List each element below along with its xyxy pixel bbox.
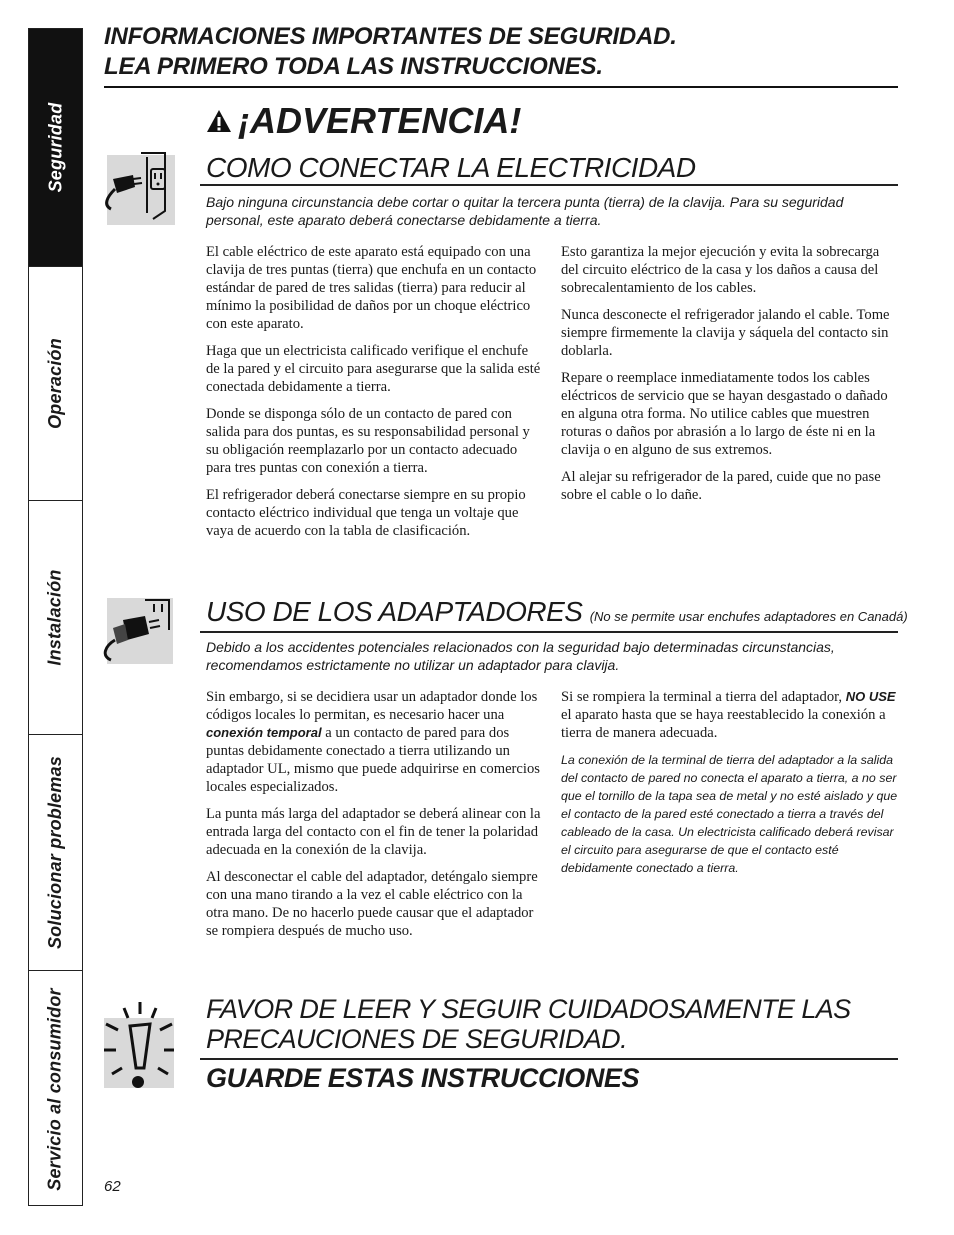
section-sidebar	[28, 28, 83, 1206]
section2-right-column	[561, 688, 901, 886]
header-line-1: INFORMACIONES IMPORTANTES DE SEGURIDAD.	[104, 23, 677, 50]
tab-instalacion[interactable]: Instalación	[29, 501, 82, 735]
adapter-plug-icon	[107, 598, 173, 664]
plug-outlet-icon	[107, 155, 175, 225]
grounding-note: La conexión de la terminal de tierra del adaptador a la salida del contacto de pared no conecta el aparato a tierra, a no ser que el tornillo de la tapa sea de metal y no esté aislado y que el contacto de la pared esté conectado a tierra a través del cableado de la casa. Un electricista calificado deberá revisar el circuito para asegurarse de que el contacto esté debidamente conectado a tierra.	[561, 753, 898, 875]
section2-title	[206, 596, 908, 628]
warning-text: ¡ADVERTENCIA!	[238, 100, 522, 141]
header-divider	[104, 86, 898, 88]
paragraph: Nunca desconecte el refrigerador jalando el cable. Tome siempre firmemente la clavija y sáquela del contacto sin doblarla.	[561, 307, 890, 359]
tab-operacion[interactable]: Operación	[29, 267, 82, 501]
section1-left-column	[206, 243, 544, 549]
page-number: 62	[104, 1178, 121, 1195]
page-header	[104, 22, 898, 82]
warning-triangle-icon	[206, 109, 232, 133]
section1-lead: Bajo ninguna circunstancia debe cortar o quitar la tercera punta (tierra) de la clavija. Para su seguridad personal, este aparato deberá conectarse debidamente a tierra.	[206, 194, 844, 228]
section1-divider	[200, 184, 898, 186]
save-instructions-heading: GUARDE ESTAS INSTRUCCIONES	[206, 1063, 640, 1093]
exclamation-caution-icon	[104, 1018, 174, 1088]
paragraph: Esto garantiza la mejor ejecución y evita la sobrecarga del circuito eléctrico de la casa y los daños a causa del sobrecalentamiento de los cables.	[561, 244, 880, 296]
section2-lead: Debido a los accidentes potenciales relacionados con la seguridad bajo determinadas circunstancias, recomendamos estrictamente no utilizar un adaptador para clavija.	[206, 639, 835, 673]
paragraph: Donde se disponga sólo de un contacto de pared con salida para dos puntas, es su responsabilidad personal y su obligación reemplazarlo por un contacto adecuado para tres puntas con conexión a tierra.	[206, 406, 530, 476]
section1-right-column	[561, 243, 899, 513]
warning-title	[206, 100, 521, 142]
conexion-temporal-emphasis: conexión temporal	[206, 725, 322, 740]
paragraph: Haga que un electricista calificado verifique el enchufe de la pared y el circuito para asegurarse que la salida esté conectada debidamente a tierra.	[206, 343, 541, 395]
paragraph: Al desconectar el cable del adaptador, deténgalo siempre con una mano tirando a la vez el cable eléctrico con la otra mano. De no hacerlo puede causar que el adaptador se rompiera después de mucho uso.	[206, 869, 538, 939]
paragraph: La punta más larga del adaptador se deberá alinear con la entrada larga del contacto con el fin de tener la polaridad adecuada en la conexión de la clavija.	[206, 806, 541, 858]
section2-subtitle: (No se permite usar enchufes adaptadores en Canadá)	[589, 609, 908, 624]
paragraph: Sin embargo, si se decidiera usar un adaptador donde los códigos locales lo permitan, es necesario hacer una conexión temporal a un contacto de pared para dos puntas debidamente conectado a tierra utilizando un adaptador UL, mismo que puede adquirirse en comercios locales especializados.	[206, 689, 540, 795]
header-line-2: LEA PRIMERO TODA LAS INSTRUCCIONES.	[104, 53, 603, 80]
paragraph: El cable eléctrico de este aparato está equipado con una clavija de tres puntas (tierra) que enchufa en un contacto estándar de pared de tres salidas (tierra) para reducir al mínimo la posibilidad de daños por un choque eléctrico con este aparato.	[206, 244, 537, 332]
paragraph: El refrigerador deberá conectarse siempre en su propio contacto eléctrico individual que tenga un voltaje que vaya de acuerdo con la tabla de clasificación.	[206, 487, 526, 539]
paragraph: Repare o reemplace inmediatamente todos los cables eléctricos de servicio que se hayan desgastado o dañado en alguna otra forma. No utilice cables que muestren roturas o daños por abrasión a lo largo de éste ni en la clavija o en alguno de sus extremos.	[561, 370, 888, 458]
tab-servicio-al-consumidor[interactable]: Servicio al consumidor	[45, 987, 65, 1191]
tab-solucionar-problemas[interactable]: Solucionar problemas	[29, 735, 82, 971]
paragraph: Si se rompiera la terminal a tierra del adaptador, NO USE el aparato hasta que se haya reestablecido la conexión a tierra de manera adecuada.	[561, 689, 896, 741]
paragraph: Al alejar su refrigerador de la pared, cuide que no pase sobre el cable o lo dañe.	[561, 469, 881, 503]
no-use-emphasis: NO USE	[845, 689, 896, 704]
tab-seguridad[interactable]: Seguridad	[29, 29, 82, 267]
section1-title: COMO CONECTAR LA ELECTRICIDAD	[206, 152, 696, 183]
footer-divider	[200, 1058, 898, 1060]
section2-title-text: USO DE LOS ADAPTADORES	[206, 596, 583, 627]
section2-left-column	[206, 688, 544, 949]
safety-precautions-notice: FAVOR DE LEER Y SEGUIR CUIDADOSAMENTE LAS PRECAUCIONES DE SEGURIDAD.	[206, 994, 851, 1054]
section2-divider	[200, 631, 898, 633]
